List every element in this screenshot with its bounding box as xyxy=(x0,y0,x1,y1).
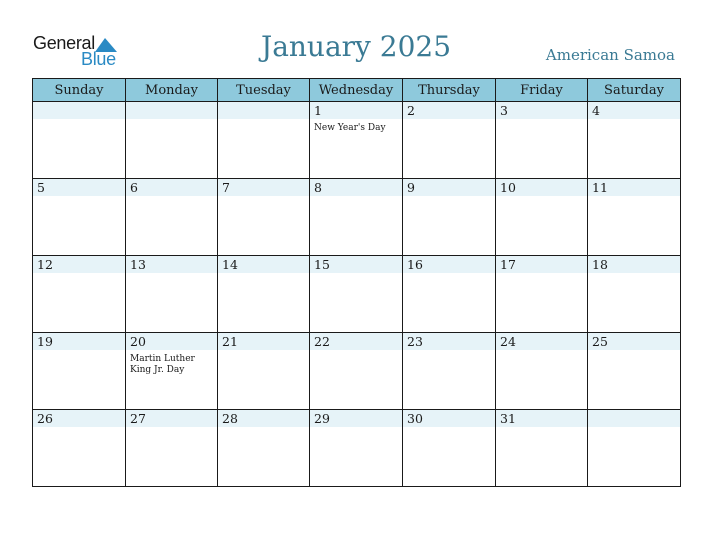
holiday-label: New Year's Day xyxy=(314,123,386,133)
day-cell xyxy=(310,410,403,487)
day-cell xyxy=(126,256,218,333)
day-number: 11 xyxy=(588,179,680,196)
week-row xyxy=(33,410,681,487)
holiday-label xyxy=(33,196,125,200)
holiday-label xyxy=(310,196,402,200)
holiday-label xyxy=(310,350,402,354)
holiday-label xyxy=(588,350,680,354)
day-number: 12 xyxy=(33,256,125,273)
day-number: 13 xyxy=(126,256,217,273)
day-number: 10 xyxy=(496,179,587,196)
holiday-label xyxy=(403,350,495,354)
holiday-label xyxy=(496,273,587,277)
holiday-label: Martin Luther King Jr. Day xyxy=(130,354,195,375)
day-cell xyxy=(496,256,588,333)
holiday-label xyxy=(126,273,217,277)
weekday-header: Friday xyxy=(496,79,588,102)
day-cell xyxy=(126,333,218,410)
week-row xyxy=(33,256,681,333)
weekday-header: Thursday xyxy=(403,79,496,102)
day-cell xyxy=(403,102,496,179)
day-number: 30 xyxy=(403,410,495,427)
day-number xyxy=(33,102,125,119)
day-cell xyxy=(218,410,310,487)
day-number: 26 xyxy=(33,410,125,427)
weekday-header: Saturday xyxy=(588,79,681,102)
day-number xyxy=(588,410,680,427)
day-cell xyxy=(218,102,310,179)
day-cell xyxy=(310,256,403,333)
day-number: 25 xyxy=(588,333,680,350)
day-cell xyxy=(218,256,310,333)
holiday-label xyxy=(588,119,680,123)
holiday-label xyxy=(403,427,495,431)
holiday-label xyxy=(588,273,680,277)
day-number: 31 xyxy=(496,410,587,427)
day-number: 6 xyxy=(126,179,217,196)
holiday-label xyxy=(126,427,217,431)
week-row xyxy=(33,102,681,179)
holiday-label xyxy=(33,350,125,354)
day-number: 7 xyxy=(218,179,309,196)
day-cell xyxy=(310,333,403,410)
day-cell xyxy=(33,256,126,333)
day-cell xyxy=(496,333,588,410)
weekday-header: Wednesday xyxy=(310,79,403,102)
logo-word-general: General xyxy=(33,33,95,53)
day-cell xyxy=(126,102,218,179)
day-number: 22 xyxy=(310,333,402,350)
day-number: 5 xyxy=(33,179,125,196)
day-number: 2 xyxy=(403,102,495,119)
day-number: 15 xyxy=(310,256,402,273)
week-row xyxy=(33,333,681,410)
holiday-label xyxy=(588,427,680,431)
holiday-label xyxy=(218,350,309,354)
day-cell xyxy=(126,410,218,487)
holiday-label xyxy=(403,273,495,277)
day-number: 19 xyxy=(33,333,125,350)
day-number: 4 xyxy=(588,102,680,119)
day-cell xyxy=(33,179,126,256)
weekday-header: Tuesday xyxy=(218,79,310,102)
day-number: 20 xyxy=(126,333,217,350)
day-cell xyxy=(310,102,403,179)
day-cell xyxy=(218,333,310,410)
day-number: 21 xyxy=(218,333,309,350)
day-cell xyxy=(588,102,681,179)
day-number: 23 xyxy=(403,333,495,350)
day-cell xyxy=(403,410,496,487)
day-cell xyxy=(403,179,496,256)
day-cell xyxy=(403,333,496,410)
day-cell xyxy=(496,410,588,487)
day-cell xyxy=(310,179,403,256)
week-row xyxy=(33,179,681,256)
holiday-label xyxy=(33,273,125,277)
day-number: 29 xyxy=(310,410,402,427)
holiday-label xyxy=(218,196,309,200)
holiday-label xyxy=(496,119,587,123)
day-cell xyxy=(496,102,588,179)
day-number: 24 xyxy=(496,333,587,350)
holiday-label xyxy=(496,196,587,200)
day-cell xyxy=(33,333,126,410)
holiday-label xyxy=(588,196,680,200)
calendar-title: January 2025 xyxy=(260,30,452,63)
day-cell xyxy=(496,179,588,256)
day-number xyxy=(218,102,309,119)
calendar-grid xyxy=(32,78,681,487)
day-number: 9 xyxy=(403,179,495,196)
weekday-header: Sunday xyxy=(33,79,126,102)
holiday-label xyxy=(126,119,217,123)
day-number: 8 xyxy=(310,179,402,196)
day-number: 1 xyxy=(310,102,402,119)
holiday-label xyxy=(496,427,587,431)
holiday-label xyxy=(403,196,495,200)
day-number xyxy=(126,102,217,119)
logo-word-blue: Blue xyxy=(81,49,116,69)
day-number: 27 xyxy=(126,410,217,427)
holiday-label xyxy=(218,273,309,277)
region-label: American Samoa xyxy=(545,46,675,64)
day-number: 18 xyxy=(588,256,680,273)
holiday-label xyxy=(310,273,402,277)
weekday-header: Monday xyxy=(126,79,218,102)
day-number: 28 xyxy=(218,410,309,427)
day-number: 14 xyxy=(218,256,309,273)
holiday-label xyxy=(310,427,402,431)
day-cell xyxy=(33,410,126,487)
day-cell xyxy=(588,179,681,256)
day-cell xyxy=(588,256,681,333)
day-cell xyxy=(588,333,681,410)
day-cell xyxy=(218,179,310,256)
weekday-header-row xyxy=(33,79,681,102)
day-number: 17 xyxy=(496,256,587,273)
holiday-label xyxy=(218,427,309,431)
day-cell xyxy=(33,102,126,179)
day-number: 3 xyxy=(496,102,587,119)
holiday-label xyxy=(403,119,495,123)
holiday-label xyxy=(33,119,125,123)
day-number: 16 xyxy=(403,256,495,273)
holiday-label xyxy=(218,119,309,123)
holiday-label xyxy=(496,350,587,354)
day-cell xyxy=(126,179,218,256)
holiday-label xyxy=(33,427,125,431)
day-cell xyxy=(403,256,496,333)
day-cell xyxy=(588,410,681,487)
holiday-label xyxy=(126,196,217,200)
